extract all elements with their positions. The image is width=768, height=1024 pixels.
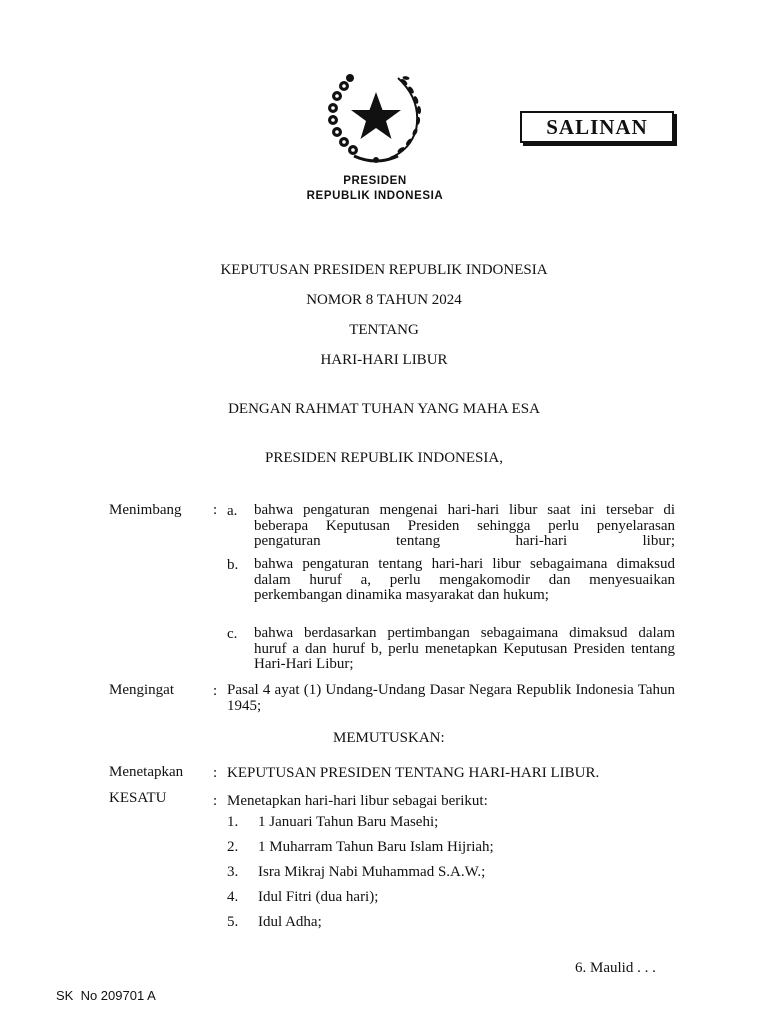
president-heading: PRESIDEN REPUBLIK INDONESIA,	[265, 450, 503, 466]
sk-number: SK No 209701 A	[56, 988, 156, 1003]
holiday-item-4: Idul Fitri (dua hari);	[258, 889, 379, 905]
menetapkan-label: Menetapkan	[109, 764, 184, 780]
kesatu-label: KESATU	[109, 790, 167, 806]
mengingat-label: Mengingat	[109, 682, 174, 698]
invocation: DENGAN RAHMAT TUHAN YANG MAHA ESA	[228, 401, 540, 417]
garuda-star-emblem	[324, 70, 428, 166]
holiday-num-5: 5.	[227, 914, 239, 930]
continuation-note: 6. Maulid . . .	[575, 960, 656, 976]
decree-subject: HARI-HARI LIBUR	[320, 352, 448, 368]
kesatu-colon: :	[213, 793, 218, 809]
holiday-item-2: 1 Muharram Tahun Baru Islam Hijriah;	[258, 839, 494, 855]
decree-title: KEPUTUSAN PRESIDEN REPUBLIK INDONESIA	[220, 262, 548, 278]
menetapkan-colon: :	[213, 765, 218, 781]
menimbang-letter-b: b.	[227, 557, 239, 573]
holiday-item-5: Idul Adha;	[258, 914, 322, 930]
mengingat-text: Pasal 4 ayat (1) Undang-Undang Dasar Negara Republik Indonesia Tahun 1945;	[227, 682, 675, 714]
holiday-num-1: 1.	[227, 814, 239, 830]
menimbang-letter-c: c.	[227, 626, 238, 642]
header-republik-indonesia: REPUBLIK INDONESIA	[306, 190, 444, 202]
memutuskan-heading: MEMUTUSKAN:	[333, 730, 445, 746]
salinan-stamp: SALINAN	[520, 111, 674, 143]
header-presiden: PRESIDEN	[343, 175, 407, 187]
holiday-num-4: 4.	[227, 889, 239, 905]
kesatu-intro: Menetapkan hari-hari libur sebagai berikut:	[227, 793, 488, 809]
menimbang-item-b: bahwa pengaturan tentang hari-hari libur sebagaimana dimaksud dalam huruf a, perlu mengakomodir dan menyesuaikan perkembangan dinamika masyarakat dan hukum;	[254, 556, 675, 603]
decree-tentang: TENTANG	[349, 322, 419, 338]
holiday-num-2: 2.	[227, 839, 239, 855]
decree-number: NOMOR 8 TAHUN 2024	[306, 292, 462, 308]
menimbang-item-a: bahwa pengaturan mengenai hari-hari libur saat ini tersebar di beberapa Keputusan Presiden sehingga perlu penyelarasan pengaturan tentang hari-hari libur;	[254, 502, 675, 549]
menetapkan-text: KEPUTUSAN PRESIDEN TENTANG HARI-HARI LIBUR.	[227, 765, 600, 781]
menimbang-item-c: bahwa berdasarkan pertimbangan sebagaimana dimaksud dalam huruf a dan huruf b, perlu menetapkan Keputusan Presiden tentang Hari-Hari Libur;	[254, 625, 675, 672]
holiday-num-3: 3.	[227, 864, 239, 880]
holiday-item-1: 1 Januari Tahun Baru Masehi;	[258, 814, 439, 830]
mengingat-colon: :	[213, 683, 218, 699]
menimbang-label: Menimbang	[109, 502, 182, 518]
holiday-item-3: Isra Mikraj Nabi Muhammad S.A.W.;	[258, 864, 486, 880]
menimbang-colon: :	[213, 502, 218, 518]
menimbang-letter-a: a.	[227, 503, 238, 519]
